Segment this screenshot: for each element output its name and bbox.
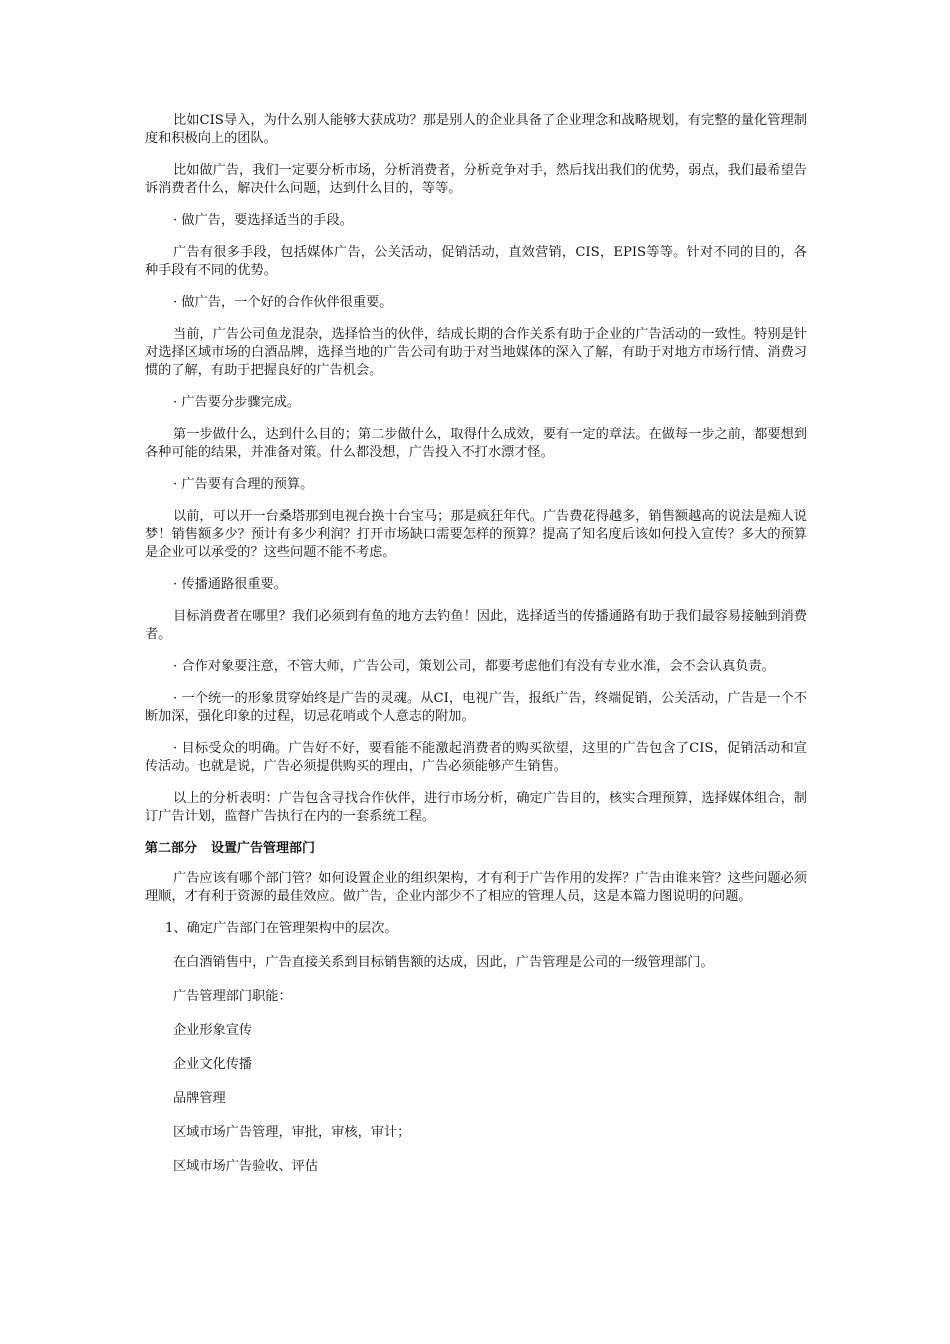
- duty-item: 区域市场广告管理，审批，审核，审计；: [173, 1125, 411, 1140]
- duties-label: 广告管理部门职能：: [173, 989, 292, 1004]
- paragraph: 广告有很多手段，包括媒体广告，公关活动，促销活动，直效营销，CIS，EPIS等等。针对不同的目的，各种手段有不同的优势。: [145, 245, 807, 278]
- document-page: [145, 112, 807, 1192]
- bullet-point: · 合作对象要注意，不管大师，广告公司，策划公司，都要考虑他们有没有专业水准，会不会认真负责。: [173, 659, 775, 674]
- paragraph: 比如CIS导入，为什么别人能够大获成功？那是别人的企业具备了企业理念和战略规划，有完整的量化管理制度和积极向上的团队。: [145, 113, 807, 146]
- paragraph: 广告应该有哪个部门管？如何设置企业的组织架构，才有利于广告作用的发挥？广告由谁来管？这些问题必须理顺，才有利于资源的最佳效应。做广告，企业内部少不了相应的管理人员，这是本篇力图说明的问题。: [145, 871, 807, 904]
- bullet-point: · 广告要有合理的预算。: [173, 477, 314, 492]
- bullet-point: · 做广告，一个好的合作伙伴很重要。: [173, 295, 393, 310]
- duty-item: 企业文化传播: [173, 1057, 253, 1072]
- subheading: 1、确定广告部门在管理架构中的层次。: [165, 921, 398, 936]
- paragraph: 比如做广告，我们一定要分析市场，分析消费者，分析竞争对手，然后找出我们的优势，弱点，我们最希望告诉消费者什么，解决什么问题，达到什么目的，等等。: [145, 163, 807, 196]
- section-title: 设置广告管理部门: [211, 841, 316, 856]
- paragraph: 以前，可以开一台桑塔那到电视台换十台宝马；那是疯狂年代。广告费花得越多，销售额越高的说法是痴人说梦！销售额多少？预计有多少利润？打开市场缺口需要怎样的预算？提高了知名度后该如何投入宣传？多大的预算是企业可以承受的？这些问题不能不考虑。: [145, 509, 807, 560]
- section-heading: [145, 840, 807, 858]
- paragraph: 目标消费者在哪里？我们必须到有鱼的地方去钓鱼！因此，选择适当的传播通路有助于我们最容易接触到消费者。: [145, 609, 807, 642]
- bullet-point: · 一个统一的形象贯穿始终是广告的灵魂。从CI，电视广告，报纸广告，终端促销，公关活动，广告是一个不断加深，强化印象的过程，切忌花哨或个人意志的附加。: [145, 691, 807, 724]
- section-part: 第二部分: [145, 841, 198, 856]
- duty-item: 品牌管理: [173, 1091, 226, 1106]
- bullet-point: · 传播通路很重要。: [173, 577, 287, 592]
- paragraph: 在白酒销售中，广告直接关系到目标销售额的达成，因此，广告管理是公司的一级管理部门。: [173, 955, 714, 970]
- paragraph: 当前，广告公司鱼龙混杂，选择恰当的伙伴，结成长期的合作关系有助于企业的广告活动的一致性。特别是针对选择区域市场的白酒品牌，选择当地的广告公司有助于对当地媒体的深入了解，有助于对地方市场行情、消费习惯的了解，有助于把握良好的广告机会。: [145, 327, 807, 378]
- bullet-point: · 做广告，要选择适当的手段。: [173, 213, 353, 228]
- duty-item: 企业形象宣传: [173, 1023, 253, 1038]
- duty-item: 区域市场广告验收、评估: [173, 1159, 319, 1174]
- bullet-point: · 广告要分步骤完成。: [173, 395, 301, 410]
- paragraph: 第一步做什么，达到什么目的；第二步做什么，取得什么成效，要有一定的章法。在做每一步之前，都要想到各种可能的结果，并准备对策。什么都没想，广告投入不打水漂才怪。: [145, 427, 807, 460]
- bullet-point: · 目标受众的明确。广告好不好，要看能不能激起消费者的购买欲望，这里的广告包含了CIS，促销活动和宣传活动。也就是说，广告必须提供购买的理由，广告必须能够产生销售。: [145, 741, 807, 774]
- paragraph: 以上的分析表明：广告包含寻找合作伙伴，进行市场分析，确定广告目的，核实合理预算，选择媒体组合，制订广告计划，监督广告执行在内的一套系统工程。: [145, 791, 807, 824]
